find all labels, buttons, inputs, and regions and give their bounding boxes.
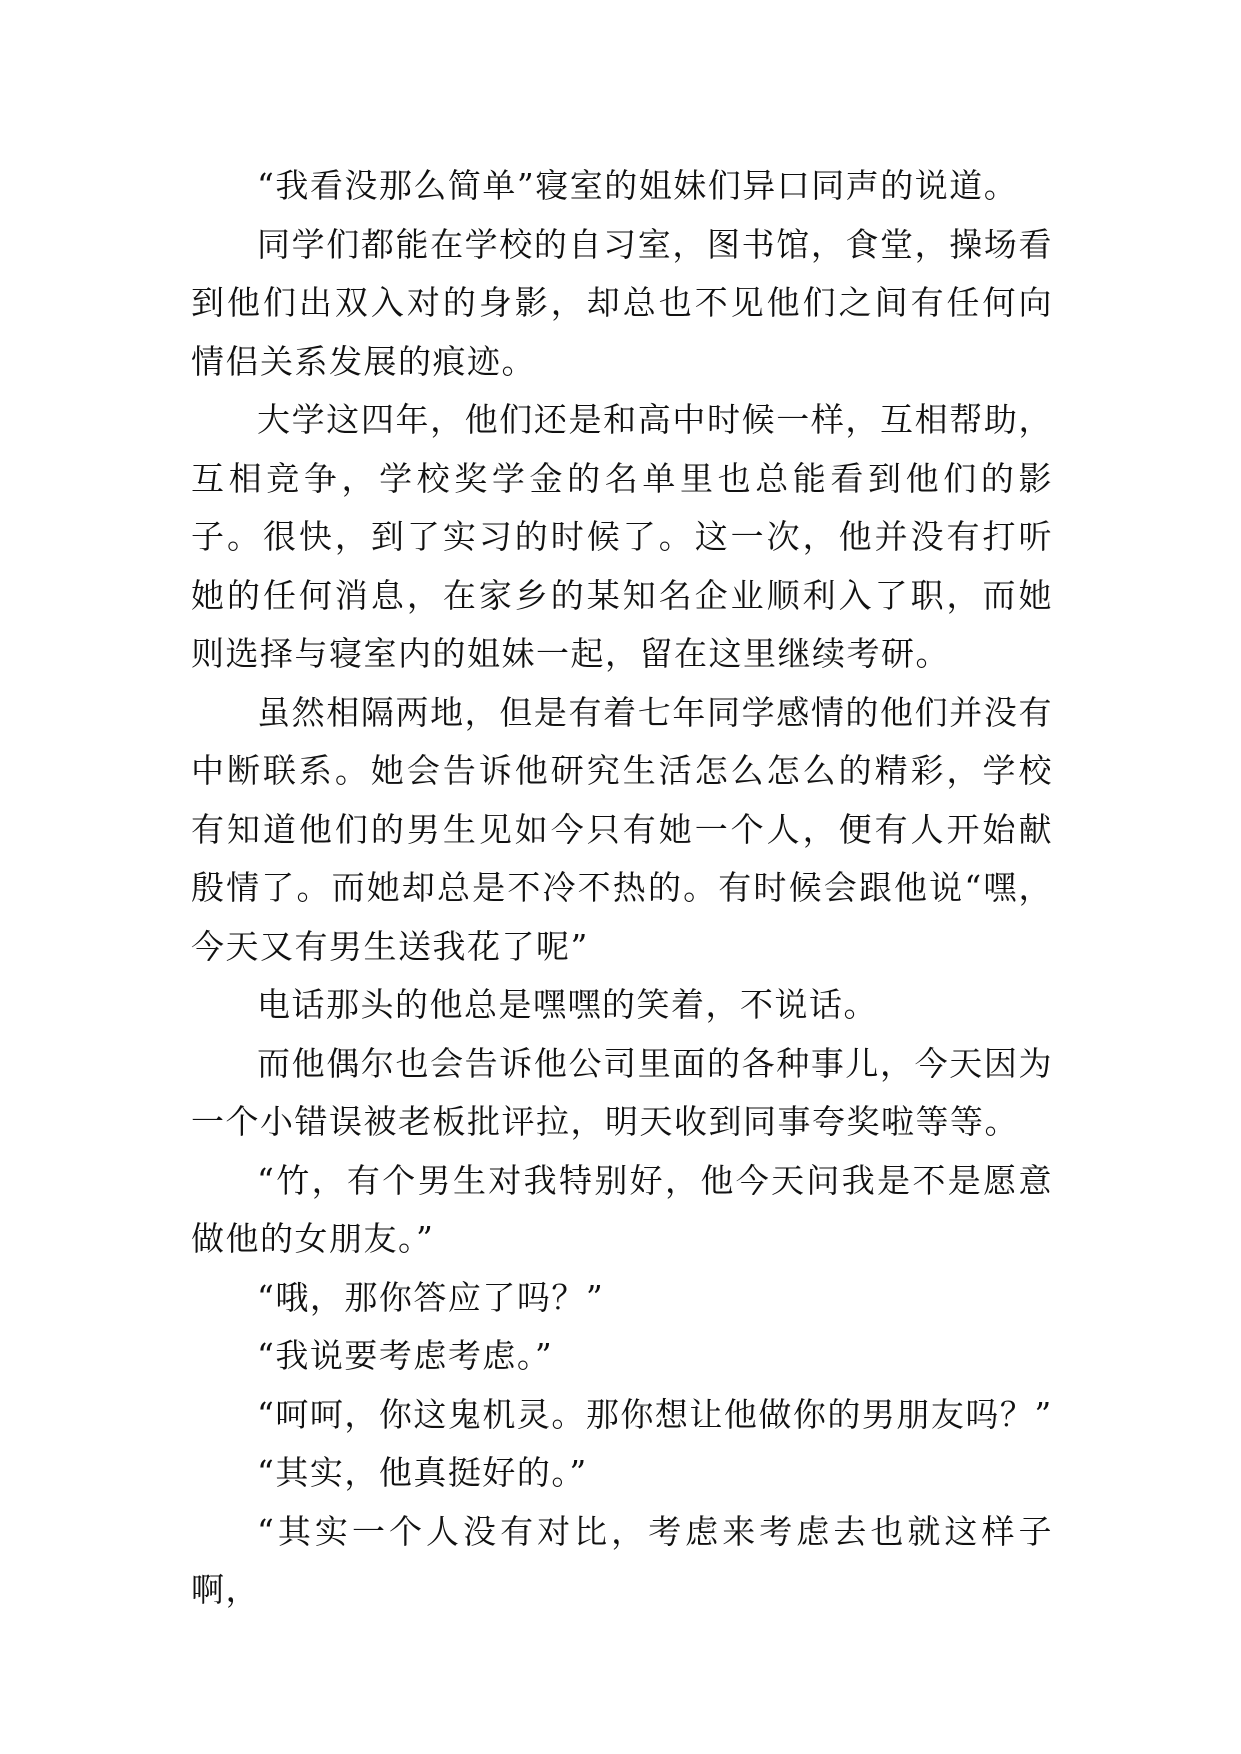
- paragraph-1: “我看没那么简单”寝室的姐妹们异口同声的说道。: [257, 166, 1019, 205]
- paragraph-10: “呵呵，你这鬼机灵。那你想让他做你的男朋友吗？”: [257, 1394, 1053, 1434]
- paragraph-7: “竹，有个男生对我特别好，他今天问我是不是愿意做他的女朋友。”: [191, 1160, 1053, 1258]
- paragraph-9: “我说要考虑考虑。”: [257, 1336, 554, 1375]
- paragraph-4: 虽然相隔两地，但是有着七年同学感情的他们并没有中断联系。她会告诉他研究生活怎么怎么的精彩，学校有知道他们的男生见如今只有她一个人，便有人开始献殷情了。而她却总是不冷不热的。有时候会跟他说“嘿，今天又有男生送我花了呢”: [191, 692, 1053, 966]
- paragraph-5: 电话那头的他总是嘿嘿的笑着，不说话。: [257, 985, 878, 1024]
- document-page: [191, 157, 1053, 1620]
- paragraph-8: “哦，那你答应了吗？”: [257, 1277, 605, 1317]
- paragraph-12: “其实一个人没有对比，考虑来考虑去也就这样子啊，: [191, 1511, 1053, 1609]
- paragraph-2: 同学们都能在学校的自习室，图书馆，食堂，操场看到他们出双入对的身影，却总也不见他们之间有任何向情侣关系发展的痕迹。: [191, 224, 1053, 381]
- paragraph-6: 而他偶尔也会告诉他公司里面的各种事儿，今天因为一个小错误被老板批评拉，明天收到同事夸奖啦等等。: [191, 1043, 1053, 1141]
- paragraph-11: “其实，他真挺好的。”: [257, 1453, 588, 1492]
- paragraph-3: 大学这四年，他们还是和高中时候一样，互相帮助，互相竞争，学校奖学金的名单里也总能看到他们的影子。很快，到了实习的时候了。这一次，他并没有打听她的任何消息，在家乡的某知名企业顺利入了职，而她则选择与寝室内的姐妹一起，留在这里继续考研。: [191, 400, 1053, 673]
